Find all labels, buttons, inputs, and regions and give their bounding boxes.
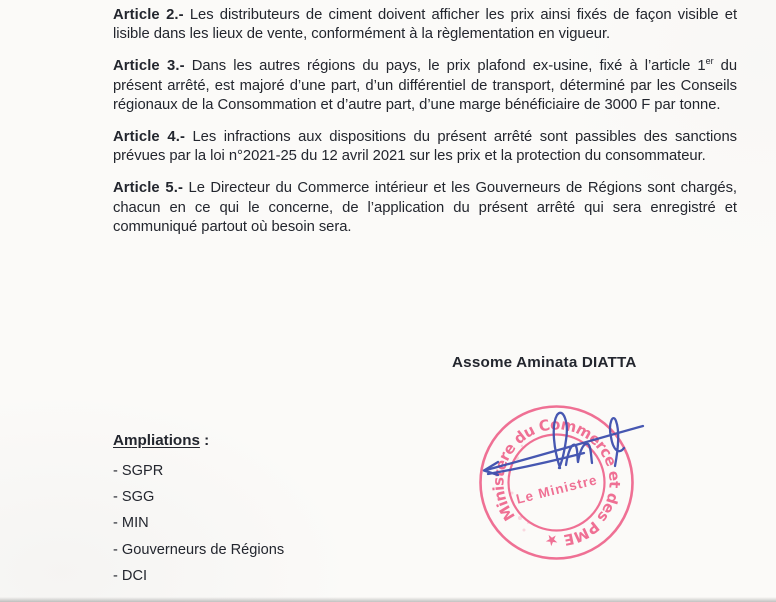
article-paragraph [113, 57, 737, 115]
stamp-center-text: Le Ministre [514, 472, 600, 507]
ampliation-item: - Gouverneurs de Régions [113, 541, 285, 558]
ampliation-item: - DCI [113, 567, 148, 584]
article-label: Article 4.- [113, 129, 185, 146]
articles-section [113, 6, 737, 250]
article-text: Les infractions aux dispositions du présent arrêté sont passibles des sanctions prévues par la loi n°2021-25 du 12 avril 2021 sur les prix et la protection du consommateur. [113, 129, 738, 165]
article-label: Article 2.- [113, 7, 184, 23]
ampliation-item: - SGG [113, 489, 155, 506]
article-superscript: er [705, 56, 714, 67]
article-text: du présent arrêté, est majoré d’une part, d’un différentiel de transport, déterminé par les Conseils régionaux de la Consommation et d’autre part, d’une marge bénéficiaire de 3000 F par tonne. [113, 58, 738, 113]
scan-shadow-bottom-edge [0, 597, 776, 602]
article-paragraph [113, 6, 737, 44]
ministry-stamp [462, 398, 687, 580]
ampliations-heading-text: Ampliations [113, 432, 200, 449]
signatory-name: Assome Aminata DIATTA [452, 354, 637, 371]
ampliations-heading-colon: : [199, 432, 210, 449]
ampliations-section [113, 432, 284, 589]
ampliations-heading [113, 432, 284, 449]
ampliation-item: - MIN [113, 515, 149, 532]
article-paragraph [113, 128, 737, 166]
ampliations-list [113, 458, 284, 589]
article-text: Le Directeur du Commerce intérieur et les Gouverneurs de Régions sont chargés, chacun en ce qui le concerne, de l’application du présent arrêté qui sera enregistré et communiqué partout où besoin sera. [113, 180, 737, 235]
article-label: Article 5.- [113, 180, 183, 197]
article-label: Article 3.- [113, 58, 185, 75]
ampliation-item: - SGPR [113, 463, 164, 479]
article-paragraph [113, 179, 737, 237]
article-text: Dans les autres régions du pays, le prix plafond ex-usine, fixé à l’article 1 [184, 58, 706, 75]
article-text: Les distributeurs de ciment doivent afficher les prix ainsi fixés de façon visible et lisible dans les lieux de vente, conformément à la règlementation en vigueur. [113, 7, 738, 43]
stamp-ring-text: Ministère du Commerce et des PME ★ [489, 415, 624, 550]
